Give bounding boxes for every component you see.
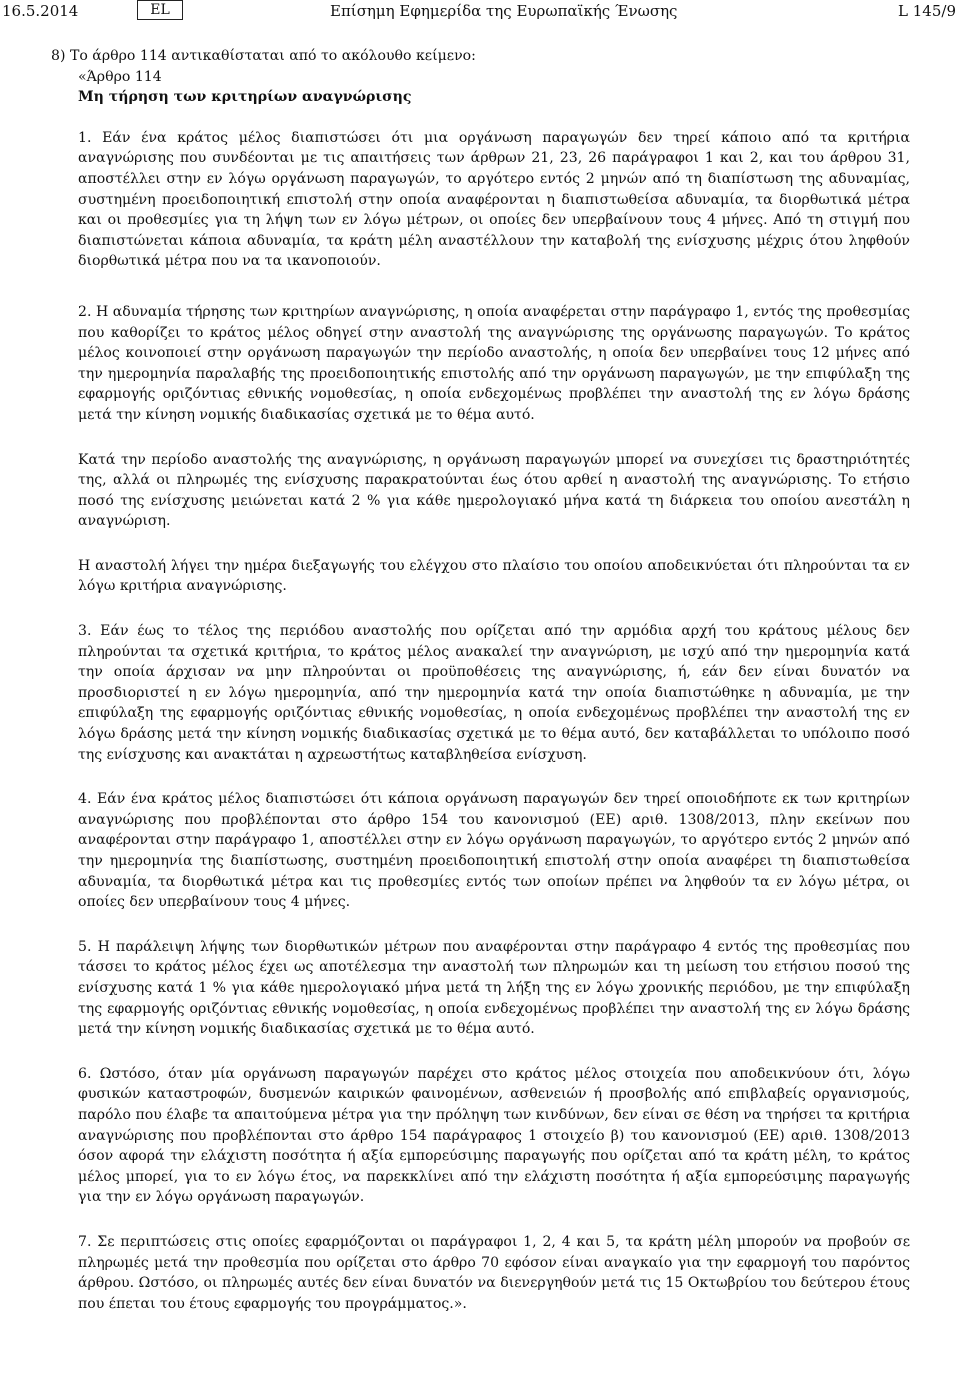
paragraph-5: 5. Η παράλειψη λήψης των διορθωτικών μέτρων που αναφέρονται στην παράγραφο 4 εντός της προθεσμίας που τάσσει το κράτος μέλος έχει ως αποτέλεσμα την αναστολή των πληρωμών και τη μείωση του ετήσιου ποσού της ενίσχυσης κατά 1 % για κάθε ημερολογιακό μήνα μετά τη λήξη της εν λόγω χρονικής περιόδου, με την επιφύλαξη της εφαρμογής οριζόντιας εθνικής νομοθεσίας, η οποία ενδεχομένως προβλέπει την αναστολή της εν λόγω δράσης μετά την κίνηση νομικής διαδικασίας σχετικά με το θέμα αυτό. [78,938,910,1038]
paragraph-1: 1. Εάν ένα κράτος μέλος διαπιστώσει ότι μια οργάνωση παραγωγών δεν τηρεί κάποιο από τα κριτήρια αναγνώρισης που συνδέονται με τις απαιτήσεις των άρθρων 21, 23, 26 παράγραφοι 1 και 2, και του άρθρου 31, αποστέλλει στην εν λόγω οργάνωση παραγωγών, το αργότερο εντός 2 μηνών από τη διαπίστωση της αδυναμίας, συστημένη προειδοποιητική επιστολή στην οποία αναφέρονται η διαπιστωθείσα αδυναμία, τα διορθωτικά μέτρα και οι προθεσμίες για τη λήψη των εν λόγω μέτρων, οι οποίες δεν υπερβαίνουν τους 4 μήνες. Από τη στιγμή που διαπιστώνεται κάποια αδυναμία, τα κράτη μέλη αναστέλλουν την καταβολή της ενίσχυσης μέχρις ότου ληφθούν διορθωτικά μέτρα που να τα ικανοποιούν. [78,129,910,270]
page-reference: L 145/9 [898,2,956,20]
page-header [0,0,960,22]
article-title: Μη τήρηση των κριτηρίων αναγνώρισης [78,89,412,106]
paragraph-2: 2. Η αδυναμία τήρησης των κριτηρίων αναγνώρισης, η οποία αναφέρεται στην παράγραφο 1, εντός της προθεσμίας που καθορίζει το κράτος μέλος οδηγεί στην αναστολή της αναγνώρισης της οργάνωσης παραγωγών. Το κράτος μέλος κοινοποιεί στην οργάνωση παραγωγών την περίοδο αναστολής, η οποία δεν υπερβαίνει τους 12 μήνες από την ημερομηνία παραλαβής της προειδοποιητικής επιστολής από την οργάνωση παραγωγών, με την επιφύλαξη της εφαρμογής οριζόντιας εθνικής νομοθεσίας, η οποία ενδεχομένως προβλέπει την αναστολή της εν λόγω δράσης μετά την κίνηση νομικής διαδικασίας σχετικά με το θέμα αυτό. [78,303,910,423]
publication-date: 16.5.2014 [2,2,79,20]
paragraph-4: 4. Εάν ένα κράτος μέλος διαπιστώσει ότι κάποια οργάνωση παραγωγών δεν τηρεί οποιοδήποτε εκ των κριτηρίων αναγνώρισης που προβλέπονται στο άρθρο 154 του κανονισμού (ΕΕ) αριθ. 1308/2013, πλην εκείνων που αναφέρονται στην παράγραφο 1, αποστέλλει στην εν λόγω οργάνωση παραγωγών, το αργότερο εντός 2 μηνών από την ημερομηνία της διαπίστωσης, συστημένη προειδοποιητική επιστολή στην οποία αναφέρει τη διαπιστωθείσα αδυναμία, τα διορθωτικά μέτρα και τις προθεσμίες εντός των οποίων πρέπει να ληφθούν τα εν λόγω μέτρα, οι οποίες δεν υπερβαίνουν τους 4 μήνες. [78,791,910,911]
paragraph-3: 3. Εάν έως το τέλος της περιόδου αναστολής που ορίζεται από την αρμόδια αρχή του κράτους μέλους δεν πληρούνται τα σχετικά κριτήρια, το κράτος μέλος ανακαλεί την αναγνώριση, με ισχύ από την ημερομηνία κατά την οποία άρχισαν να μην πληρούνται οι προϋποθέσεις της αναγνώρισης, ή, εάν δεν είναι δυνατόν να προσδιοριστεί η εν λόγω ημερομηνία, από την ημερομηνία κατά την οποία διαπιστώθηκε η αδυναμία, με την επιφύλαξη της εφαρμογής οριζόντιας εθνικής νομοθεσίας, η οποία ενδεχομένως προβλέπει την αναστολή της εν λόγω δράσης μετά την κίνηση νομικής διαδικασίας σχετικά με το θέμα αυτό, δεν καταβάλλεται το υπόλοιπο ποσό της ενίσχυσης και ανακτάται η αχρεωστήτως καταβληθείσα ενίσχυση. [78,623,910,763]
document-body [51,46,910,1314]
paragraph-2-sub-1: Κατά την περίοδο αναστολής της αναγνώρισης, η οργάνωση παραγωγών μπορεί να συνεχίσει τις δραστηριότητές της, αλλά οι πληρωμές της ενίσχυσης παρακρατούνται έως ότου αρθεί η αναστολή της αναγνώρισης. Το ετήσιο ποσό της ενίσχυσης μειώνεται κατά 2 % για κάθε ημερολογιακό μήνα κατά τη διάρκεια του οποίου ανεστάλη η αναγνώριση. [78,451,910,530]
paragraph-2-sub-2: Η αναστολή λήγει την ημέρα διεξαγωγής του ελέγχου στο πλαίσιο του οποίου αποδεικνύεται ότι πληρούνται τα εν λόγω κριτήρια αναγνώρισης. [78,557,910,595]
article-number: «Άρθρο 114 [78,68,162,85]
amendment-intro: 8) Το άρθρο 114 αντικαθίσταται από το ακόλουθο κείμενο: [51,48,476,64]
language-badge: EL [137,0,183,20]
paragraph-6: 6. Ωστόσο, όταν μία οργάνωση παραγωγών παρέχει στο κράτος μέλος στοιχεία που αποδεικνύουν ότι, λόγω φυσικών καταστροφών, δυσμενών καιρικών φαινομένων, ασθενειών ή προσβολής από επιβλαβείς οργανισμούς, παρόλο που έλαβε τα απαιτούμενα μέτρα για την πρόληψη των κινδύνων, δεν είναι σε θέση να τηρήσει τα κριτήρια αναγνώρισης που προβλέπονται στο άρθρο 154 παράγραφος 1 στοιχείο β) του κανονισμού (ΕΕ) αριθ. 1308/2013 όσον αφορά την ελάχιστη ποσότητα ή αξία εμπορεύσιμης παραγωγής που ορίζεται από τα κράτη μέλη, το κράτος μέλος μπορεί, για το εν λόγω έτος, να παρεκκλίνει από την ελάχιστη ποσότητα ή αξία εμπορεύσιμης παραγωγής για την εν λόγω οργάνωση παραγωγών. [78,1065,910,1206]
paragraph-7: 7. Σε περιπτώσεις στις οποίες εφαρμόζονται οι παράγραφοι 1, 2, 4 και 5, τα κράτη μέλη μπορούν να προβούν σε πληρωμές μετά την προθεσμία που ορίζεται στο άρθρο 70 εφόσον είναι αναγκαίο για την εφαρμογή του παρόντος άρθρου. Ωστόσο, οι πληρωμές αυτές δεν είναι δυνατόν να διενεργηθούν μετά τις 15 Οκτωβρίου του δεύτερου έτους που έπεται του έτους εφαρμογής του προγράμματος.». [78,1233,910,1312]
journal-title: Επίσημη Εφημερίδα της Ευρωπαϊκής Ένωσης [330,2,678,20]
